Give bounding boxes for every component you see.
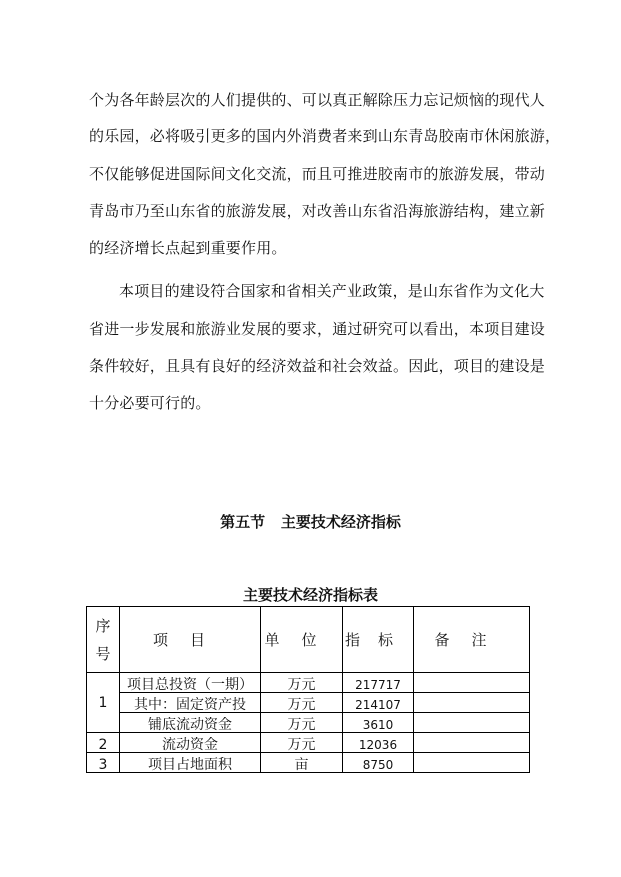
row-item: [120, 753, 261, 773]
header-item: [120, 607, 261, 673]
table-row: [87, 753, 530, 773]
row-unit-text: 万元: [287, 696, 316, 713]
row-value: [343, 693, 414, 713]
header-unit-label: 单位: [264, 631, 339, 649]
row-item-text: 铺底流动资金: [148, 716, 232, 733]
row-unit: [261, 733, 343, 753]
paragraph-1-line: 个为各年龄层次的人们提供的、可以真正解除压力忘记烦恼的现代人: [89, 91, 546, 109]
row-unit-text: 万元: [287, 716, 316, 733]
row-item-text: 项目占地面积: [148, 756, 232, 773]
row-unit-text: 万元: [287, 736, 316, 753]
header-remark: [414, 607, 530, 673]
row-item-text: 项目总投资（一期）: [127, 676, 253, 693]
table-row: [87, 733, 530, 753]
row-value-text: 214107: [355, 697, 401, 712]
row-number: 1: [87, 673, 120, 733]
header-indicator-label: 指标: [344, 631, 411, 649]
header-indicator: [343, 607, 414, 673]
table-header-row: [87, 607, 530, 673]
row-value-text: 3610: [362, 717, 394, 732]
paragraph-1-line: 不仅能够促进国际间文化交流，而且可推进胶南市的旅游发展，带动: [89, 165, 546, 183]
row-unit: [261, 713, 343, 733]
row-unit: [261, 673, 343, 693]
row-remark: [414, 733, 530, 753]
row-item-text: 其中：固定资产投: [134, 696, 246, 713]
row-value: [343, 733, 414, 753]
row-unit-text: 万元: [287, 676, 316, 693]
paragraph-1-line: 青岛市乃至山东省的旅游发展，对改善山东省沿海旅游结构，建立新: [89, 202, 546, 220]
row-remark: [414, 673, 530, 693]
header-remark-label: 备注: [434, 631, 509, 649]
table-row: [87, 713, 530, 733]
paragraph-1-line: 的经济增长点起到重要作用。: [89, 239, 287, 257]
row-value-text: 8750: [362, 757, 394, 772]
row-remark: [414, 753, 530, 773]
row-item: [120, 673, 261, 693]
indicator-table: [86, 606, 530, 773]
paragraph-2-line: 条件较好，且具有良好的经济效益和社会效益。因此，项目的建设是: [89, 357, 546, 375]
row-number: [87, 733, 120, 753]
header-index: [87, 607, 120, 673]
row-value-text: 12036: [358, 737, 398, 752]
paragraph-2-line: 省进一步发展和旅游业发展的要求，通过研究可以看出，本项目建设: [89, 320, 546, 338]
paragraph-2-line: 十分必要可行的。: [89, 394, 211, 412]
row-value: [343, 713, 414, 733]
row-item-text: 流动资金: [162, 736, 218, 753]
row-unit-text: 亩: [294, 756, 309, 773]
row-number-text: 3: [98, 756, 108, 773]
paragraph-1-line: 的乐园，必将吸引更多的国内外消费者来到山东青岛胶南市休闲旅游，: [89, 127, 561, 145]
table-row: [87, 673, 530, 693]
row-item: [120, 733, 261, 753]
header-unit: [261, 607, 343, 673]
header-index-bottom: 号: [95, 644, 111, 663]
paragraph-2-line: 本项目的建设符合国家和省相关产业政策，是山东省作为文化大: [119, 282, 545, 300]
table-row: [87, 693, 530, 713]
row-item: [120, 693, 261, 713]
row-number-text: 2: [98, 736, 108, 753]
section-title: 第五节 主要技术经济指标: [220, 513, 401, 531]
header-item-label: 项目: [152, 631, 227, 649]
row-unit: [261, 753, 343, 773]
row-remark: [414, 713, 530, 733]
table-title: 主要技术经济指标表: [242, 586, 378, 604]
row-number: [87, 753, 120, 773]
row-unit: [261, 693, 343, 713]
row-remark: [414, 693, 530, 713]
row-item: [120, 713, 261, 733]
header-index-top: 序: [95, 616, 111, 635]
row-value-text: 217717: [355, 677, 401, 692]
row-value: [343, 753, 414, 773]
row-value: [343, 673, 414, 693]
